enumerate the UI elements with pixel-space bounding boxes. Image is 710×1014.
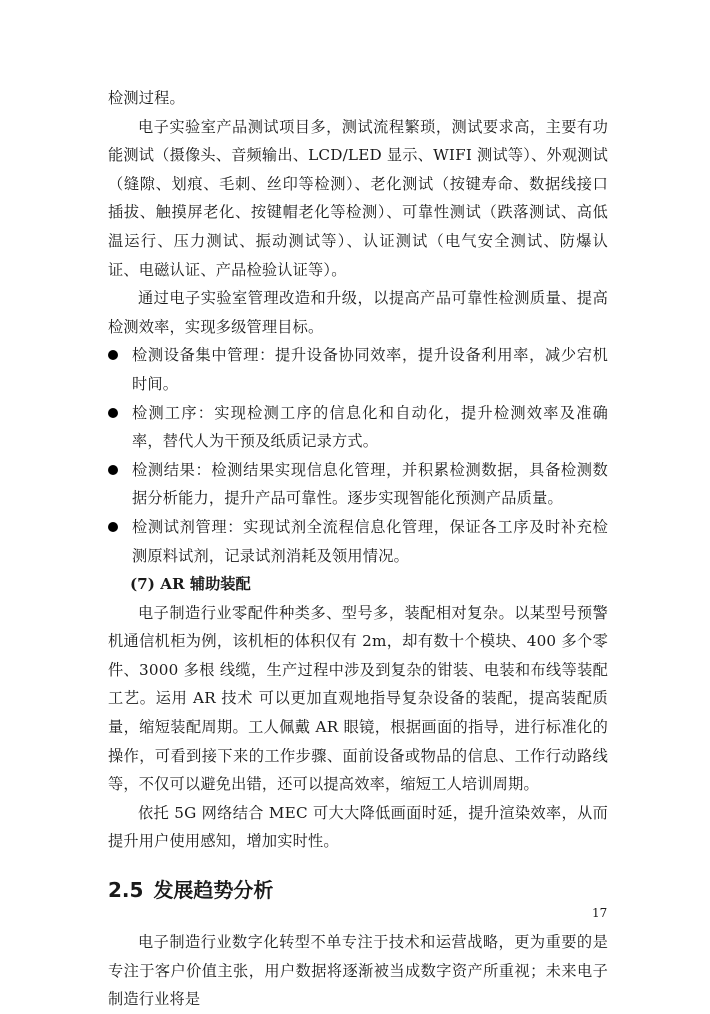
bullet-item <box>108 513 608 570</box>
paragraph-lab-upgrade: 通过电子实验室管理改造和升级，以提高产品可靠性检测质量、提高检测效率，实现多级管理目标。 <box>108 289 608 336</box>
subsection-heading: (7) AR 辅助装配 <box>130 575 251 594</box>
bullet-text: 检测工序：实现检测工序的信息化和自动化，提升检测效率及准确率，替代人为干预及纸质记录方式。 <box>132 403 608 451</box>
bullet-dot-icon <box>108 465 118 475</box>
paragraph-ar-assembly: 电子制造行业零配件种类多、型号多，装配相对复杂。以某型号预警机通信机柜为例，该机柜的体积仅有 2m，却有数十个模块、400 多个零件、3000 多根 线缆，生产过程中涉及到复杂的钳装、电装和布线等装配工艺。运用 AR 技术 可以更加直观地指导复杂设备的装配，提高装配质量，缩短装配周期。工人佩戴 AR 眼镜，根据画面的指导，进行标准化的操作，可看到接下来的工作步骤、面前设备或物品的信息、工作行动路线等，不仅可以避免出错，还可以提高效率，缩短工人培训周期。 <box>108 603 608 794</box>
bullet-item <box>108 456 608 513</box>
bullet-text: 检测结果：检测结果实现信息化管理，并积累检测数据，具备检测数据分析能力，提升产品可靠性。逐步实现智能化预测产品质量。 <box>132 460 608 508</box>
paragraph-lab-testing: 电子实验室产品测试项目多，测试流程繁琐，测试要求高，主要有功能测试（摄像头、音频输出、LCD/LED 显示、WIFI 测试等）、外观测试（缝隙、划痕、毛刺、丝印等检测）、老化测试（按键寿命、数据线接口插拔、触摸屏老化、按键帽老化等检测）、可靠性测试（跌落测试、高低温运行、压力测试、振动测试等）、认证测试（电气安全测试、防爆认证、电磁认证、产品检验认证等）。 <box>108 117 608 279</box>
bullet-dot-icon <box>108 350 118 360</box>
section-title: 发展趋势分析 <box>153 878 274 903</box>
bullet-dot-icon <box>108 408 118 418</box>
section-heading <box>108 874 608 906</box>
page-number: 17 <box>592 906 608 920</box>
bullet-dot-icon <box>108 522 118 532</box>
bullet-text: 检测设备集中管理：提升设备协同效率，提升设备利用率，减少宕机时间。 <box>132 346 608 393</box>
bullet-text: 检测试剂管理：实现试剂全流程信息化管理，保证各工序及时补充检测原料试剂，记录试剂消耗及领用情况。 <box>132 517 608 565</box>
bullet-item <box>108 399 608 456</box>
document-body <box>108 84 608 1014</box>
paragraph-5g-mec: 依托 5G 网络结合 MEC 可大大降低画面时延，提升渲染效率，从而提升用户使用感知，增加实时性。 <box>108 803 608 851</box>
bullet-item <box>108 341 608 398</box>
section-number: 2.5 <box>108 878 144 903</box>
paragraph-continuation: 检测过程。 <box>108 89 185 107</box>
paragraph-trend: 电子制造行业数字化转型不单专注于技术和运营战略，更为重要的是专注于客户价值主张，用户数据将逐渐被当成数字资产所重视；未来电子制造行业将是 <box>108 933 608 1009</box>
